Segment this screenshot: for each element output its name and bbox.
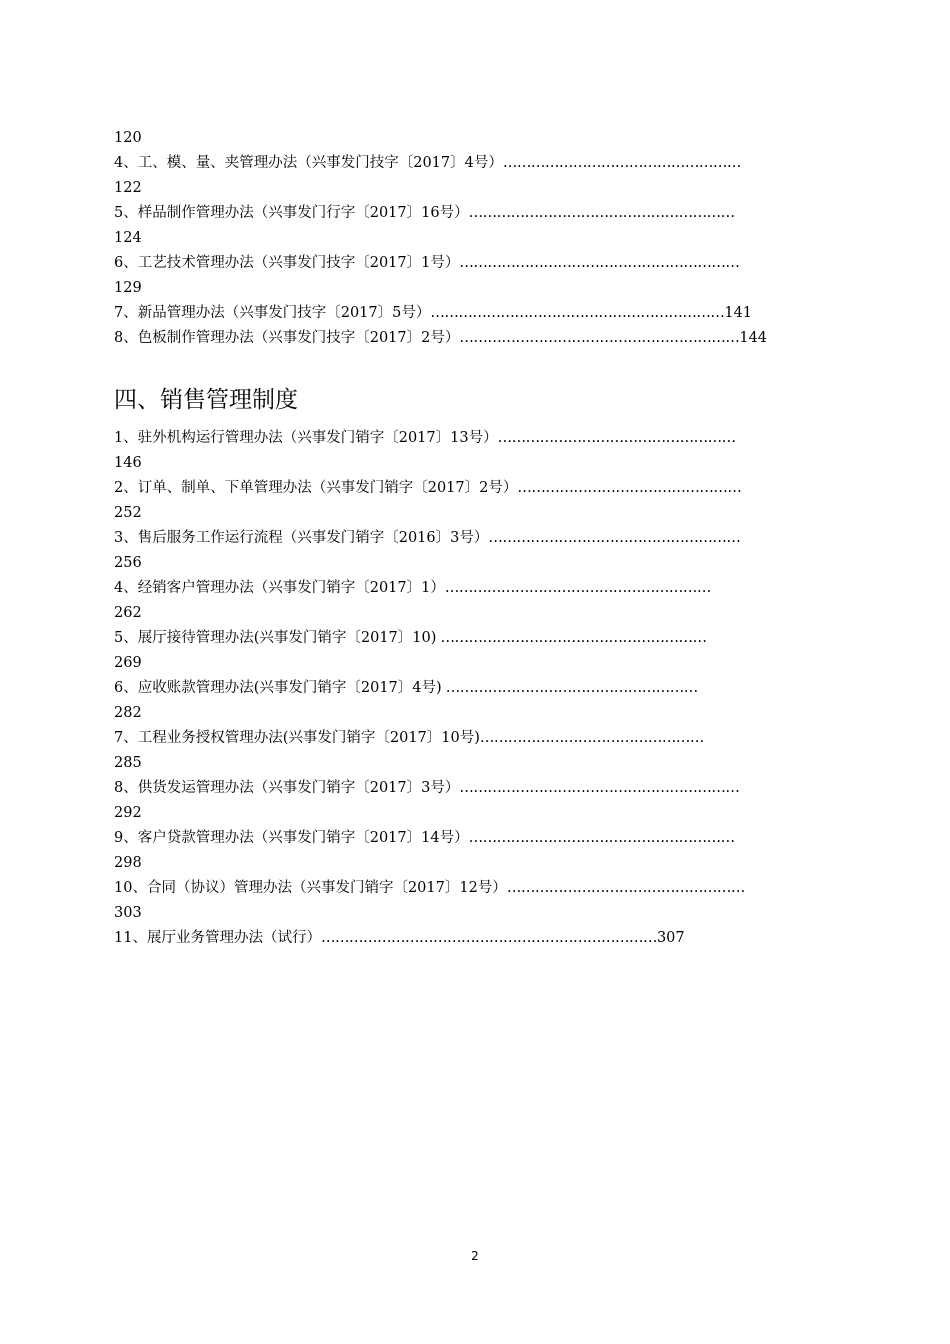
toc-page-number: 298 xyxy=(114,855,142,871)
toc-leader-dots: ……………………………………………………………… xyxy=(320,930,657,946)
toc-page-number: 124 xyxy=(114,230,142,246)
toc-page-number: 120 xyxy=(114,130,142,146)
toc-entry[interactable] xyxy=(114,253,739,273)
toc-page-number: 285 xyxy=(114,755,142,771)
toc-page-number: 146 xyxy=(114,455,142,471)
toc-leader-dots: ……………………………………………………… xyxy=(430,305,725,321)
toc-leader-dots: …………………………………………………… xyxy=(459,780,740,796)
toc-entry[interactable] xyxy=(114,778,739,798)
toc-page-number: 141 xyxy=(724,305,753,321)
toc-leader-dots: ………………………………………………… xyxy=(468,205,735,221)
toc-entry-title: 4、经销客户管理办法（兴事发门销字〔2017〕1） xyxy=(114,580,445,596)
toc-entry-title: 8、供货发运管理办法（兴事发门销字〔2017〕3号） xyxy=(114,780,460,796)
toc-entry[interactable] xyxy=(114,628,707,648)
toc-entry-title: 7、工程业务授权管理办法(兴事发门销字〔2017〕10号) xyxy=(114,730,480,746)
toc-page-number: 129 xyxy=(114,280,142,296)
toc-leader-dots: ………………………………………… xyxy=(479,730,704,746)
toc-entry[interactable] xyxy=(114,528,740,548)
toc-entry-title: 3、售后服务工作运行流程（兴事发门销字〔2016〕3号） xyxy=(114,530,489,546)
page-number: 2 xyxy=(471,1249,479,1263)
toc-entry-title: 8、色板制作管理办法（兴事发门技字〔2017〕2号） xyxy=(114,330,460,346)
toc-page-number: 144 xyxy=(739,330,768,346)
toc-entry-title: 6、工艺技术管理办法（兴事发门技字〔2017〕1号） xyxy=(114,255,460,271)
toc-entry-title: 4、工、模、量、夹管理办法（兴事发门技字〔2017〕4号） xyxy=(114,155,503,171)
toc-page-number: 256 xyxy=(114,555,142,571)
toc-entry-title: 1、驻外机构运行管理办法（兴事发门销字〔2017〕13号） xyxy=(114,430,498,446)
section-heading: 四、销售管理制度 xyxy=(114,387,298,413)
toc-page-number: 282 xyxy=(114,705,142,721)
toc-page-number: 122 xyxy=(114,180,142,196)
toc-leader-dots: ………………………………………………… xyxy=(468,830,735,846)
toc-leader-dots: …………………………………………………… xyxy=(459,255,740,271)
toc-entry-title: 7、新品管理办法（兴事发门技字〔2017〕5号） xyxy=(114,305,431,321)
toc-entry[interactable] xyxy=(114,153,741,173)
toc-entry[interactable] xyxy=(114,678,698,698)
toc-leader-dots: ………………………………………………… xyxy=(444,580,711,596)
toc-entry[interactable] xyxy=(114,303,752,323)
toc-leader-dots: ………………………………………………… xyxy=(436,630,707,646)
toc-entry-title: 9、客户贷款管理办法（兴事发门销字〔2017〕14号） xyxy=(114,830,469,846)
toc-entry[interactable] xyxy=(114,878,745,898)
toc-entry-title: 5、样品制作管理办法（兴事发门行字〔2017〕16号） xyxy=(114,205,469,221)
toc-entry[interactable] xyxy=(114,328,767,348)
toc-page-number: 307 xyxy=(656,930,685,946)
toc-entry[interactable] xyxy=(114,728,704,748)
toc-entry[interactable] xyxy=(114,478,741,498)
toc-leader-dots: …………………………………………… xyxy=(502,155,741,171)
toc-entry-title: 5、展厅接待管理办法(兴事发门销字〔2017〕10) xyxy=(114,630,437,646)
toc-page-number: 269 xyxy=(114,655,142,671)
toc-page-number: 262 xyxy=(114,605,142,621)
toc-entry[interactable] xyxy=(114,828,735,848)
toc-entry[interactable] xyxy=(114,428,736,448)
toc-page-number: 303 xyxy=(114,905,142,921)
toc-leader-dots: …………………………………………………… xyxy=(459,330,740,346)
toc-entry[interactable] xyxy=(114,203,735,223)
toc-page-number: 252 xyxy=(114,505,142,521)
toc-page-number: 292 xyxy=(114,805,142,821)
toc-entry[interactable] xyxy=(114,928,685,948)
toc-leader-dots: ………………………………………… xyxy=(517,480,742,496)
toc-entry-title: 11、展厅业务管理办法（试行） xyxy=(114,930,321,946)
toc-entry-title: 2、订单、制单、下单管理办法（兴事发门销字〔2017〕2号） xyxy=(114,480,518,496)
toc-entry-title: 6、应收账款管理办法(兴事发门销字〔2017〕4号) xyxy=(114,680,442,696)
toc-leader-dots: …………………………………………… xyxy=(506,880,745,896)
toc-leader-dots: …………………………………………… xyxy=(497,430,736,446)
toc-entry-title: 10、合同（协议）管理办法（兴事发门销字〔2017〕12号） xyxy=(114,880,507,896)
toc-leader-dots: ……………………………………………… xyxy=(441,680,698,696)
toc-entry[interactable] xyxy=(114,578,711,598)
toc-leader-dots: ……………………………………………… xyxy=(488,530,741,546)
